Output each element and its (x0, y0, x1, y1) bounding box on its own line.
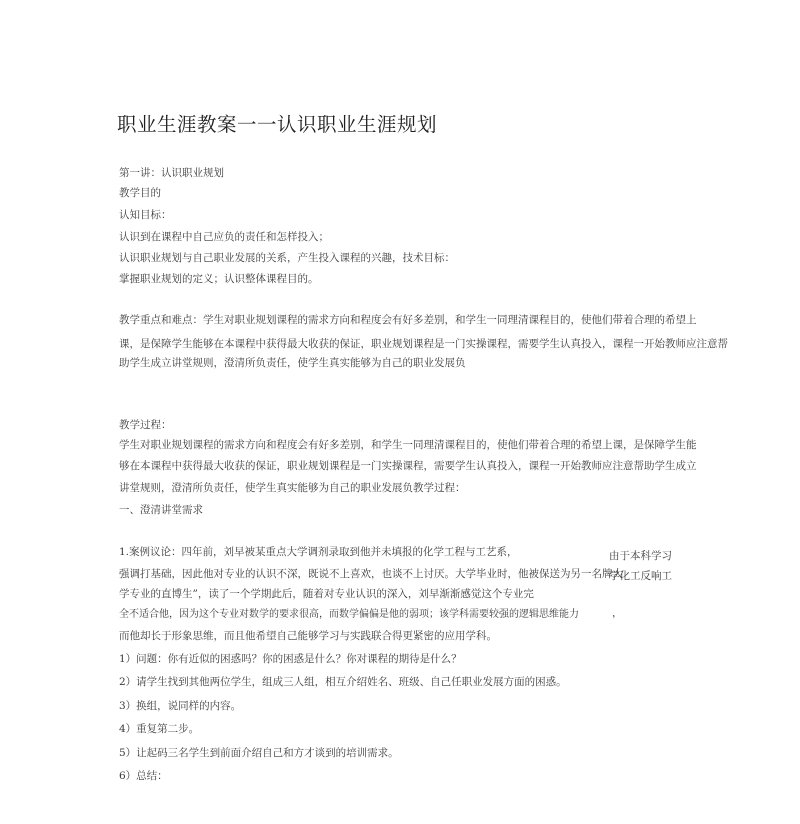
case-paragraph-line: 学专业的直博生”，读了一个学期此后，随着对专业认识的深入，刘早渐渐感觉这个专业完 (119, 588, 534, 600)
keypoints-paragraph-line: 课，是保障学生能够在本课程中获得最大收获的保证，职业规划课程是一门实操课程，需要学生认真投入，课程一开始教师应注意帮 (119, 338, 728, 350)
question-item: 6）总结： (119, 770, 168, 782)
keypoints-paragraph-line: 助学生成立讲堂规则，澄清所负责任，使学生真实能够为自己的职业发展负 (119, 357, 466, 369)
process-paragraph-line: 学生对职业规划课程的需求方向和程度会有好多差别，和学生一同理清课程目的，使他们带着合理的希望上课，是保障学生能 (119, 439, 697, 451)
case-paragraph-line: 强调打基础，因此他对专业的认识不深，既说不上喜欢，也谈不上讨厌。大学毕业时，他被保送为另一名牌大 (119, 568, 623, 580)
side-note-line: 学化工反响工 (609, 570, 672, 582)
question-item: 2）请学生找到其他两位学生，组成三人组，相互介绍姓名、班级、自己任职业发展方面的困惑。 (119, 676, 567, 688)
side-note-mark: ， (612, 607, 623, 619)
case-paragraph-line: 而他却长于形象思维，而且他希望自己能够学习与实践联合得更紧密的应用学科。 (119, 630, 497, 642)
question-item: 3）换组，说同样的内容。 (119, 700, 242, 712)
keypoints-paragraph-line: 教学重点和难点：学生对职业规划课程的需求方向和程度会有好多差别，和学生一同理清课程目的，使他们带着合理的希望上 (119, 314, 697, 326)
lecture-heading: 第一讲：认识职业规划 (119, 167, 224, 179)
objectives-heading: 教学目的 (119, 187, 161, 199)
case-paragraph-line: 1.案例议论：四年前，刘早被某重点大学调剂录取到他并未填报的化学工程与工艺系， (119, 546, 518, 558)
cognitive-heading: 认知目标： (119, 209, 172, 221)
question-item: 4）重复第二步。 (119, 723, 200, 735)
side-note-line: 由于本科学习 (609, 550, 672, 562)
process-paragraph-line: 够在本课程中获得最大收获的保证，职业规划课程是一门实操课程，需要学生认真投入，课程一开始教师应注意帮助学生成立 (119, 460, 697, 472)
question-item: 1）问题：你有近似的困惑吗？你的困惑是什么？你对课程的期待是什么？ (119, 653, 462, 665)
question-item: 5）让起码三名学生到前面介绍自己和方才谈到的培训需求。 (119, 747, 399, 759)
section-heading: 一、澄清讲堂需求 (119, 504, 203, 516)
objective-item: 掌握职业规划的定义；认识整体课程目的。 (119, 273, 319, 285)
case-paragraph-line: 全不适合他，因为这个专业对数学的要求很高，而数学偏偏是他的弱项；该学科需要较强的逻辑思维能力 (119, 609, 579, 620)
document-title: 职业生涯教案一一认识职业生涯规划 (117, 113, 438, 136)
process-heading: 教学过程： (119, 419, 172, 431)
process-paragraph-line: 讲堂规则，澄清所负责任，使学生真实能够为自己的职业发展负教学过程： (119, 482, 466, 494)
objective-item: 认识职业规划与自己职业发展的关系，产生投入课程的兴趣，技术目标： (119, 252, 455, 264)
objective-item: 认识到在课程中自己应负的责任和怎样投入； (119, 231, 329, 243)
